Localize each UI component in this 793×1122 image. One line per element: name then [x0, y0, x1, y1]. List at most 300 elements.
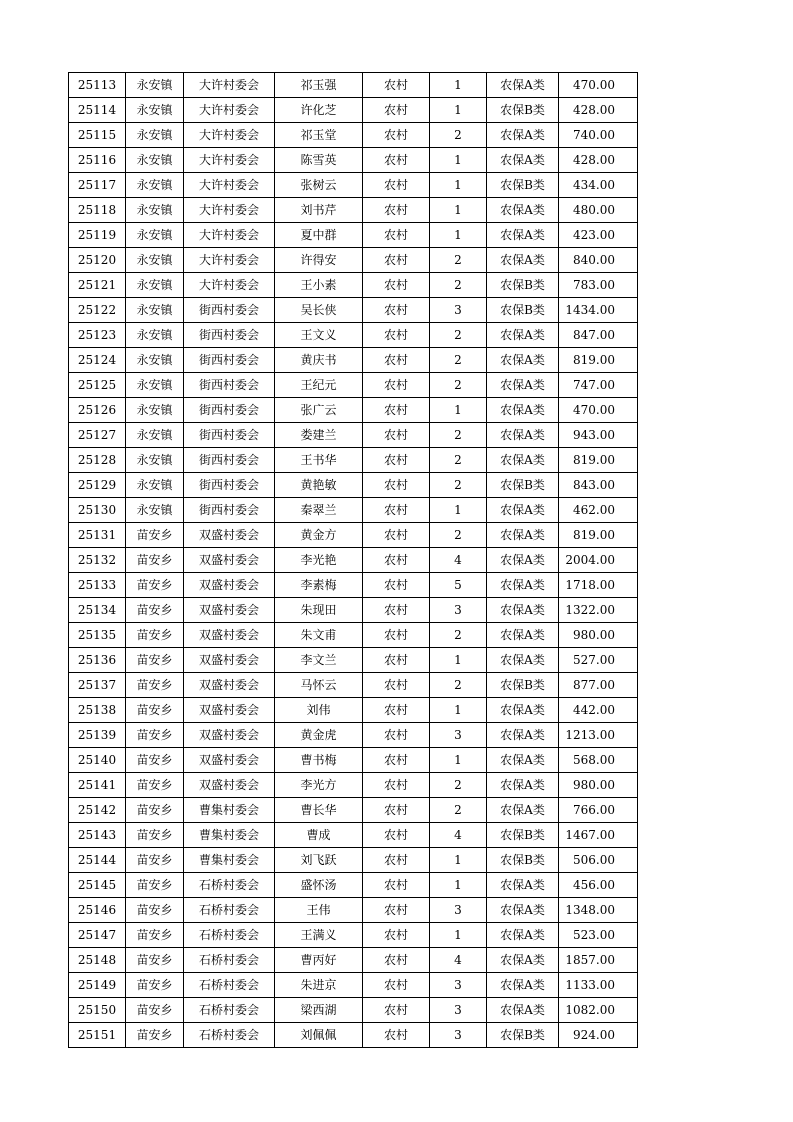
household-count-cell: 2: [430, 623, 487, 648]
insurance-category-cell: 农保A类: [487, 773, 559, 798]
household-count-cell: 1: [430, 148, 487, 173]
record-id-cell: 25121: [69, 273, 126, 298]
village-committee-cell: 双盛村委会: [184, 773, 275, 798]
township-cell: 永安镇: [126, 298, 184, 323]
household-count-cell: 1: [430, 648, 487, 673]
residence-type-cell: 农村: [363, 323, 430, 348]
village-committee-cell: 石桥村委会: [184, 973, 275, 998]
name-cell: 刘飞跃: [275, 848, 363, 873]
table-row: [69, 98, 638, 123]
record-id-cell: 25122: [69, 298, 126, 323]
record-id-cell: 25126: [69, 398, 126, 423]
residence-type-cell: 农村: [363, 973, 430, 998]
township-cell: 苗安乡: [126, 873, 184, 898]
household-count-cell: 1: [430, 98, 487, 123]
insurance-category-cell: 农保A类: [487, 648, 559, 673]
record-id-cell: 25137: [69, 673, 126, 698]
table-row: [69, 748, 638, 773]
record-id-cell: 25129: [69, 473, 126, 498]
name-cell: 朱现田: [275, 598, 363, 623]
insurance-category-cell: 农保A类: [487, 423, 559, 448]
township-cell: 苗安乡: [126, 998, 184, 1023]
household-count-cell: 2: [430, 123, 487, 148]
residence-type-cell: 农村: [363, 723, 430, 748]
table-row: [69, 298, 638, 323]
record-id-cell: 25113: [69, 73, 126, 98]
residence-type-cell: 农村: [363, 398, 430, 423]
table-row: [69, 548, 638, 573]
residence-type-cell: 农村: [363, 498, 430, 523]
household-count-cell: 5: [430, 573, 487, 598]
village-committee-cell: 曹集村委会: [184, 848, 275, 873]
household-count-cell: 4: [430, 948, 487, 973]
table-row: [69, 873, 638, 898]
record-id-cell: 25128: [69, 448, 126, 473]
amount-cell: 980.00: [559, 773, 638, 798]
residence-type-cell: 农村: [363, 98, 430, 123]
insurance-category-cell: 农保B类: [487, 848, 559, 873]
village-committee-cell: 双盛村委会: [184, 523, 275, 548]
township-cell: 永安镇: [126, 323, 184, 348]
insurance-category-cell: 农保A类: [487, 123, 559, 148]
name-cell: 曹长华: [275, 798, 363, 823]
record-id-cell: 25134: [69, 598, 126, 623]
township-cell: 永安镇: [126, 473, 184, 498]
record-id-cell: 25147: [69, 923, 126, 948]
insurance-category-cell: 农保A类: [487, 548, 559, 573]
township-cell: 苗安乡: [126, 898, 184, 923]
amount-cell: 766.00: [559, 798, 638, 823]
insurance-category-cell: 农保A类: [487, 623, 559, 648]
insurance-category-cell: 农保A类: [487, 573, 559, 598]
record-id-cell: 25124: [69, 348, 126, 373]
name-cell: 夏中群: [275, 223, 363, 248]
residence-type-cell: 农村: [363, 698, 430, 723]
residence-type-cell: 农村: [363, 848, 430, 873]
residence-type-cell: 农村: [363, 223, 430, 248]
amount-cell: 819.00: [559, 448, 638, 473]
amount-cell: 1213.00: [559, 723, 638, 748]
name-cell: 王文义: [275, 323, 363, 348]
residence-type-cell: 农村: [363, 873, 430, 898]
residence-type-cell: 农村: [363, 648, 430, 673]
village-committee-cell: 双盛村委会: [184, 598, 275, 623]
name-cell: 曹丙好: [275, 948, 363, 973]
name-cell: 祁玉强: [275, 73, 363, 98]
table-row: [69, 673, 638, 698]
table-row: [69, 498, 638, 523]
household-count-cell: 3: [430, 723, 487, 748]
table-row: [69, 198, 638, 223]
name-cell: 王满义: [275, 923, 363, 948]
name-cell: 王纪元: [275, 373, 363, 398]
village-committee-cell: 街西村委会: [184, 423, 275, 448]
name-cell: 盛怀汤: [275, 873, 363, 898]
residence-type-cell: 农村: [363, 948, 430, 973]
table-row: [69, 948, 638, 973]
village-committee-cell: 街西村委会: [184, 498, 275, 523]
table-row: [69, 998, 638, 1023]
township-cell: 永安镇: [126, 348, 184, 373]
township-cell: 苗安乡: [126, 923, 184, 948]
amount-cell: 819.00: [559, 523, 638, 548]
amount-cell: 428.00: [559, 98, 638, 123]
residence-type-cell: 农村: [363, 773, 430, 798]
name-cell: 王书华: [275, 448, 363, 473]
amount-cell: 1348.00: [559, 898, 638, 923]
record-id-cell: 25115: [69, 123, 126, 148]
residence-type-cell: 农村: [363, 623, 430, 648]
village-committee-cell: 大许村委会: [184, 123, 275, 148]
record-id-cell: 25133: [69, 573, 126, 598]
amount-cell: 1322.00: [559, 598, 638, 623]
residence-type-cell: 农村: [363, 548, 430, 573]
household-count-cell: 1: [430, 923, 487, 948]
residence-type-cell: 农村: [363, 898, 430, 923]
village-committee-cell: 大许村委会: [184, 173, 275, 198]
amount-cell: 527.00: [559, 648, 638, 673]
village-committee-cell: 大许村委会: [184, 73, 275, 98]
record-id-cell: 25117: [69, 173, 126, 198]
table-row: [69, 448, 638, 473]
amount-cell: 1133.00: [559, 973, 638, 998]
table-row: [69, 623, 638, 648]
household-count-cell: 2: [430, 348, 487, 373]
township-cell: 苗安乡: [126, 523, 184, 548]
table-row: [69, 848, 638, 873]
household-count-cell: 1: [430, 498, 487, 523]
residence-type-cell: 农村: [363, 273, 430, 298]
village-committee-cell: 双盛村委会: [184, 648, 275, 673]
record-id-cell: 25141: [69, 773, 126, 798]
record-id-cell: 25142: [69, 798, 126, 823]
record-id-cell: 25139: [69, 723, 126, 748]
household-count-cell: 4: [430, 823, 487, 848]
name-cell: 黄庆书: [275, 348, 363, 373]
household-count-cell: 1: [430, 398, 487, 423]
township-cell: 苗安乡: [126, 598, 184, 623]
name-cell: 刘伟: [275, 698, 363, 723]
household-count-cell: 3: [430, 898, 487, 923]
village-committee-cell: 大许村委会: [184, 273, 275, 298]
insurance-category-cell: 农保A类: [487, 523, 559, 548]
insurance-category-cell: 农保A类: [487, 348, 559, 373]
record-id-cell: 25130: [69, 498, 126, 523]
insurance-category-cell: 农保A类: [487, 223, 559, 248]
household-count-cell: 1: [430, 848, 487, 873]
village-committee-cell: 大许村委会: [184, 148, 275, 173]
household-count-cell: 4: [430, 548, 487, 573]
village-committee-cell: 曹集村委会: [184, 798, 275, 823]
amount-cell: 1082.00: [559, 998, 638, 1023]
insurance-category-cell: 农保A类: [487, 398, 559, 423]
household-count-cell: 2: [430, 798, 487, 823]
record-id-cell: 25118: [69, 198, 126, 223]
amount-cell: 924.00: [559, 1023, 638, 1048]
household-count-cell: 2: [430, 248, 487, 273]
table-row: [69, 648, 638, 673]
township-cell: 苗安乡: [126, 748, 184, 773]
township-cell: 永安镇: [126, 173, 184, 198]
name-cell: 黄金虎: [275, 723, 363, 748]
amount-cell: 747.00: [559, 373, 638, 398]
insurance-category-cell: 农保B类: [487, 298, 559, 323]
township-cell: 永安镇: [126, 148, 184, 173]
record-id-cell: 25119: [69, 223, 126, 248]
village-committee-cell: 石桥村委会: [184, 923, 275, 948]
village-committee-cell: 双盛村委会: [184, 673, 275, 698]
insurance-category-cell: 农保A类: [487, 798, 559, 823]
insurance-category-cell: 农保B类: [487, 173, 559, 198]
amount-cell: 1718.00: [559, 573, 638, 598]
insurance-category-cell: 农保A类: [487, 323, 559, 348]
name-cell: 李素梅: [275, 573, 363, 598]
name-cell: 张树云: [275, 173, 363, 198]
table-row: [69, 473, 638, 498]
table-row: [69, 248, 638, 273]
table-row: [69, 273, 638, 298]
name-cell: 梁西湖: [275, 998, 363, 1023]
table-row: [69, 573, 638, 598]
name-cell: 李光方: [275, 773, 363, 798]
household-count-cell: 1: [430, 73, 487, 98]
record-id-cell: 25125: [69, 373, 126, 398]
amount-cell: 1467.00: [559, 823, 638, 848]
amount-cell: 523.00: [559, 923, 638, 948]
name-cell: 娄建兰: [275, 423, 363, 448]
name-cell: 曹书梅: [275, 748, 363, 773]
record-id-cell: 25145: [69, 873, 126, 898]
township-cell: 苗安乡: [126, 973, 184, 998]
amount-cell: 434.00: [559, 173, 638, 198]
insurance-category-cell: 农保B类: [487, 273, 559, 298]
table-row: [69, 798, 638, 823]
village-committee-cell: 石桥村委会: [184, 873, 275, 898]
township-cell: 苗安乡: [126, 948, 184, 973]
residence-type-cell: 农村: [363, 923, 430, 948]
amount-cell: 2004.00: [559, 548, 638, 573]
name-cell: 王小素: [275, 273, 363, 298]
household-count-cell: 3: [430, 1023, 487, 1048]
township-cell: 永安镇: [126, 123, 184, 148]
amount-cell: 877.00: [559, 673, 638, 698]
insurance-category-cell: 农保A类: [487, 973, 559, 998]
table-row: [69, 598, 638, 623]
record-id-cell: 25127: [69, 423, 126, 448]
record-id-cell: 25114: [69, 98, 126, 123]
name-cell: 朱进京: [275, 973, 363, 998]
residence-type-cell: 农村: [363, 998, 430, 1023]
record-id-cell: 25135: [69, 623, 126, 648]
name-cell: 许化芝: [275, 98, 363, 123]
amount-cell: 470.00: [559, 398, 638, 423]
township-cell: 永安镇: [126, 423, 184, 448]
record-id-cell: 25138: [69, 698, 126, 723]
record-id-cell: 25140: [69, 748, 126, 773]
household-count-cell: 2: [430, 773, 487, 798]
record-id-cell: 25148: [69, 948, 126, 973]
amount-cell: 740.00: [559, 123, 638, 148]
table-row: [69, 823, 638, 848]
residence-type-cell: 农村: [363, 673, 430, 698]
household-count-cell: 1: [430, 173, 487, 198]
name-cell: 刘佩佩: [275, 1023, 363, 1048]
township-cell: 永安镇: [126, 448, 184, 473]
township-cell: 永安镇: [126, 198, 184, 223]
amount-cell: 480.00: [559, 198, 638, 223]
record-id-cell: 25146: [69, 898, 126, 923]
name-cell: 刘书芹: [275, 198, 363, 223]
table-row: [69, 698, 638, 723]
amount-cell: 783.00: [559, 273, 638, 298]
table-row: [69, 723, 638, 748]
township-cell: 永安镇: [126, 98, 184, 123]
village-committee-cell: 曹集村委会: [184, 823, 275, 848]
table-row: [69, 173, 638, 198]
residence-type-cell: 农村: [363, 573, 430, 598]
residence-type-cell: 农村: [363, 298, 430, 323]
record-id-cell: 25144: [69, 848, 126, 873]
amount-cell: 462.00: [559, 498, 638, 523]
amount-cell: 568.00: [559, 748, 638, 773]
name-cell: 黄艳敏: [275, 473, 363, 498]
township-cell: 苗安乡: [126, 823, 184, 848]
village-committee-cell: 双盛村委会: [184, 573, 275, 598]
table-row: [69, 398, 638, 423]
township-cell: 永安镇: [126, 398, 184, 423]
table-row: [69, 223, 638, 248]
residence-type-cell: 农村: [363, 148, 430, 173]
township-cell: 永安镇: [126, 73, 184, 98]
amount-cell: 1857.00: [559, 948, 638, 973]
village-committee-cell: 双盛村委会: [184, 698, 275, 723]
insurance-category-cell: 农保A类: [487, 748, 559, 773]
household-count-cell: 1: [430, 223, 487, 248]
name-cell: 祁玉堂: [275, 123, 363, 148]
amount-cell: 847.00: [559, 323, 638, 348]
table-row: [69, 773, 638, 798]
residence-type-cell: 农村: [363, 173, 430, 198]
record-id-cell: 25120: [69, 248, 126, 273]
insurance-category-cell: 农保A类: [487, 498, 559, 523]
name-cell: 李文兰: [275, 648, 363, 673]
village-committee-cell: 双盛村委会: [184, 723, 275, 748]
village-committee-cell: 双盛村委会: [184, 623, 275, 648]
insurance-category-cell: 农保A类: [487, 698, 559, 723]
amount-cell: 1434.00: [559, 298, 638, 323]
village-committee-cell: 街西村委会: [184, 473, 275, 498]
village-committee-cell: 街西村委会: [184, 298, 275, 323]
village-committee-cell: 石桥村委会: [184, 1023, 275, 1048]
residence-type-cell: 农村: [363, 373, 430, 398]
residence-type-cell: 农村: [363, 198, 430, 223]
township-cell: 永安镇: [126, 223, 184, 248]
residence-type-cell: 农村: [363, 423, 430, 448]
household-count-cell: 1: [430, 698, 487, 723]
residence-type-cell: 农村: [363, 473, 430, 498]
insurance-category-cell: 农保A类: [487, 898, 559, 923]
amount-cell: 470.00: [559, 73, 638, 98]
record-id-cell: 25143: [69, 823, 126, 848]
amount-cell: 819.00: [559, 348, 638, 373]
amount-cell: 506.00: [559, 848, 638, 873]
roster-table: [68, 72, 638, 1048]
table-row: [69, 973, 638, 998]
village-committee-cell: 街西村委会: [184, 398, 275, 423]
township-cell: 苗安乡: [126, 798, 184, 823]
name-cell: 王伟: [275, 898, 363, 923]
name-cell: 吴长侠: [275, 298, 363, 323]
insurance-category-cell: 农保B类: [487, 823, 559, 848]
table-row: [69, 148, 638, 173]
insurance-category-cell: 农保B类: [487, 1023, 559, 1048]
table-row: [69, 73, 638, 98]
household-count-cell: 1: [430, 873, 487, 898]
name-cell: 秦翠兰: [275, 498, 363, 523]
name-cell: 许得安: [275, 248, 363, 273]
residence-type-cell: 农村: [363, 1023, 430, 1048]
village-committee-cell: 大许村委会: [184, 223, 275, 248]
amount-cell: 428.00: [559, 148, 638, 173]
record-id-cell: 25149: [69, 973, 126, 998]
village-committee-cell: 街西村委会: [184, 348, 275, 373]
household-count-cell: 2: [430, 523, 487, 548]
township-cell: 苗安乡: [126, 698, 184, 723]
residence-type-cell: 农村: [363, 73, 430, 98]
township-cell: 苗安乡: [126, 623, 184, 648]
village-committee-cell: 街西村委会: [184, 448, 275, 473]
township-cell: 苗安乡: [126, 773, 184, 798]
amount-cell: 456.00: [559, 873, 638, 898]
township-cell: 苗安乡: [126, 673, 184, 698]
roster-table-body: [69, 73, 638, 1048]
village-committee-cell: 街西村委会: [184, 323, 275, 348]
household-count-cell: 3: [430, 973, 487, 998]
insurance-category-cell: 农保A类: [487, 923, 559, 948]
table-row: [69, 1023, 638, 1048]
insurance-category-cell: 农保A类: [487, 198, 559, 223]
household-count-cell: 2: [430, 323, 487, 348]
residence-type-cell: 农村: [363, 798, 430, 823]
village-committee-cell: 石桥村委会: [184, 998, 275, 1023]
insurance-category-cell: 农保A类: [487, 373, 559, 398]
township-cell: 永安镇: [126, 373, 184, 398]
residence-type-cell: 农村: [363, 748, 430, 773]
name-cell: 陈雪英: [275, 148, 363, 173]
village-committee-cell: 大许村委会: [184, 98, 275, 123]
household-count-cell: 2: [430, 373, 487, 398]
household-count-cell: 2: [430, 473, 487, 498]
township-cell: 永安镇: [126, 498, 184, 523]
table-row: [69, 523, 638, 548]
household-count-cell: 3: [430, 298, 487, 323]
name-cell: 张广云: [275, 398, 363, 423]
record-id-cell: 25132: [69, 548, 126, 573]
record-id-cell: 25151: [69, 1023, 126, 1048]
village-committee-cell: 大许村委会: [184, 198, 275, 223]
insurance-category-cell: 农保A类: [487, 598, 559, 623]
table-row: [69, 123, 638, 148]
household-count-cell: 2: [430, 273, 487, 298]
village-committee-cell: 街西村委会: [184, 373, 275, 398]
residence-type-cell: 农村: [363, 823, 430, 848]
household-count-cell: 1: [430, 748, 487, 773]
insurance-category-cell: 农保A类: [487, 948, 559, 973]
insurance-category-cell: 农保B类: [487, 473, 559, 498]
township-cell: 苗安乡: [126, 648, 184, 673]
township-cell: 永安镇: [126, 273, 184, 298]
record-id-cell: 25123: [69, 323, 126, 348]
